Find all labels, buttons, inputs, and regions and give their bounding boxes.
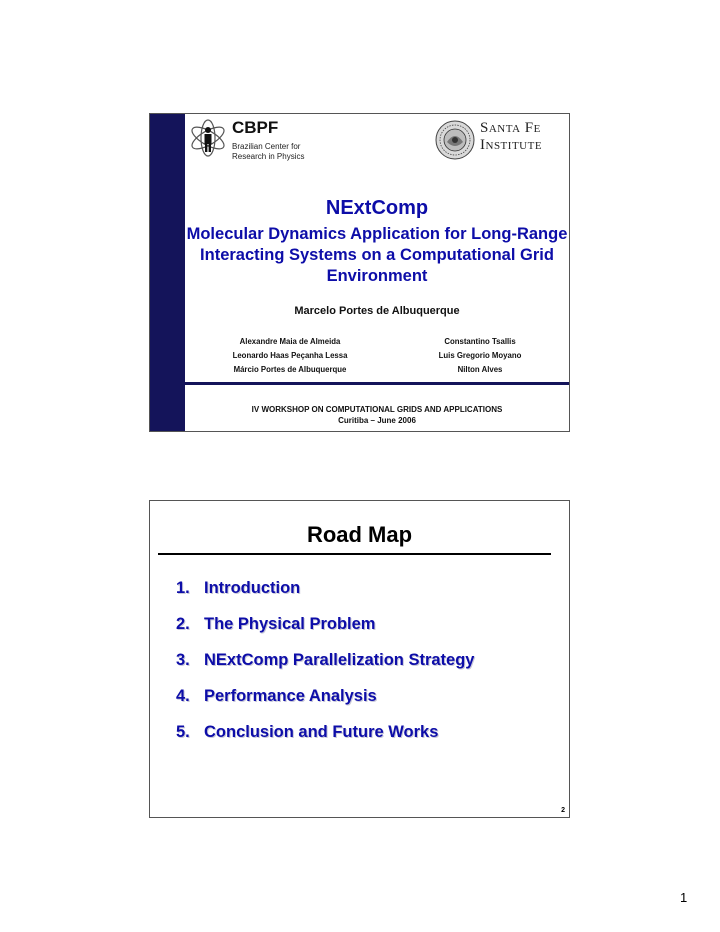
coauthor: Márcio Portes de Albuquerque [233, 364, 347, 374]
coauthor: Alexandre Maia de Almeida [239, 336, 341, 346]
list-item [176, 651, 475, 687]
item-label: NExtComp Parallelization Strategy [204, 651, 475, 669]
cbpf-atom-logo-icon [188, 118, 228, 158]
item-number: 2. [176, 615, 190, 633]
sfi-line-2: Institute [480, 137, 543, 153]
cbpf-title: CBPF [232, 118, 279, 137]
list-item [176, 615, 475, 651]
item-number: 5. [176, 723, 190, 741]
sfi-line-1: Santa Fe [480, 120, 541, 136]
road-map-slide [149, 500, 570, 818]
list-item [176, 687, 475, 723]
workshop-location-date: Curitiba – June 2006 [338, 416, 416, 425]
item-number: 3. [176, 651, 190, 669]
sfi-name [480, 120, 542, 154]
item-label: Performance Analysis [204, 687, 377, 705]
coauthor-list [185, 334, 569, 376]
item-label: The Physical Problem [204, 615, 376, 633]
coauthor-row [185, 334, 569, 348]
title-slide [149, 113, 570, 432]
slide-title: NExtComp [325, 197, 429, 219]
item-label: Conclusion and Future Works [204, 723, 439, 741]
item-label: Introduction [204, 579, 301, 597]
item-number: 1. [176, 579, 190, 597]
workshop-info [185, 404, 569, 426]
page-number: 1 [680, 890, 688, 905]
list-item [176, 723, 475, 759]
divider [158, 553, 551, 555]
divider [185, 382, 569, 385]
slide-subtitle: Molecular Dynamics Application for Long-Range Interacting Systems on a Computational Grid Environment [186, 225, 568, 285]
slide-title: Road Map [306, 522, 413, 547]
coauthor-row [185, 362, 569, 376]
coauthor: Luis Gregorio Moyano [438, 350, 522, 360]
coauthor: Constantino Tsallis [444, 336, 516, 346]
main-author: Marcelo Portes de Albuquerque [294, 305, 460, 317]
slide-sidebar-bar [150, 114, 185, 431]
item-number: 4. [176, 687, 190, 705]
cbpf-subtitle: Brazilian Center for Research in Physics [232, 142, 305, 161]
coauthor: Leonardo Haas Peçanha Lessa [232, 350, 348, 360]
workshop-name: IV WORKSHOP ON COMPUTATIONAL GRIDS AND APPLICATIONS [251, 405, 503, 414]
slide-number: 2 [561, 807, 565, 814]
santa-fe-institute-seal-icon [435, 120, 475, 160]
coauthor: Nilton Alves [457, 364, 503, 374]
coauthor-row [185, 348, 569, 362]
list-item [176, 579, 475, 615]
road-map-list [176, 579, 475, 759]
